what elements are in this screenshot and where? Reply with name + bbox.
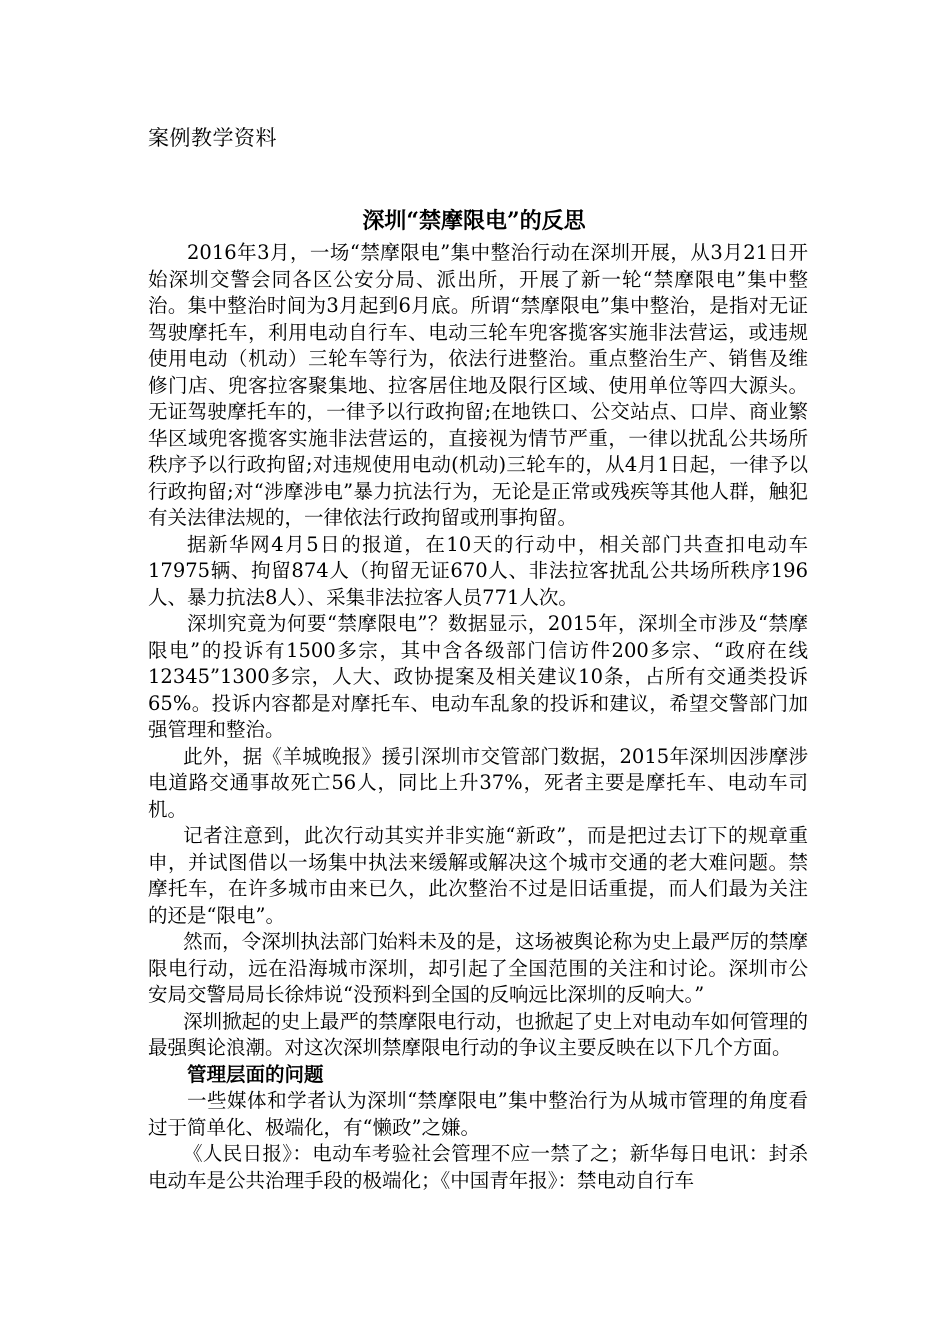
paragraph-media-quotes: 《人民日报》：电动车考验社会管理不应一禁了之；新华每日电讯：封杀电动车是公共治理手段的极端化；《中国青年报》：禁电动自行车 [148, 1142, 808, 1192]
paragraph-reporter-note: 记者注意到，此次行动其实并非实施“新政”，而是把过去订下的规章重申，并试图借以一场集中执法来缓解或解决这个城市交通的老大难问题。禁摩托车，在许多城市由来已久，此次整治不过是旧话重提，而人们最为关注的还是“限电”。 [148, 824, 808, 927]
document-header-label: 案例教学资料 [148, 126, 277, 150]
paragraph-accident-data: 此外，据《羊城晚报》援引深圳市交管部门数据，2015年深圳因涉摩涉电道路交通事故死亡56人，同比上升37%，死者主要是摩托车、电动车司机。 [148, 744, 808, 821]
paragraph-complaint-data: 深圳究竟为何要“禁摩限电”？数据显示，2015年，深圳全市涉及“禁摩限电”的投诉有1500多宗，其中含各级部门信访件200多宗、“政府在线12345”1300多宗，人大、政协提案及相关建议10条，占所有交通类投诉65%。投诉内容都是对摩托车、电动车乱象的投诉和建议，希望交警部门加强管理和整治。 [148, 612, 808, 741]
paragraph-intro: 2016年3月，一场“禁摩限电”集中整治行动在深圳开展，从3月21日开始深圳交警会同各区公安分局、派出所，开展了新一轮“禁摩限电”集中整治。集中整治时间为3月起到6月底。所谓“禁摩限电”集中整治，是指对无证驾驶摩托车，利用电动自行车、电动三轮车兜客揽客实施非法营运，或违规使用电动（机动）三轮车等行为，依法行进整治。重点整治生产、销售及维修门店、兜客拉客聚集地、拉客居住地及限行区域、使用单位等四大源头。无证驾驶摩托车的，一律予以行政拘留;在地铁口、公交站点、口岸、商业繁华区域兜客揽客实施非法营运的，直接视为情节严重，一律以扰乱公共场所秩序予以行政拘留;对违规使用电动(机动)三轮车的，从4月1日起，一律予以行政拘留;对“涉摩涉电”暴力抗法行为，无论是正常或残疾等其他人群，触犯有关法律法规的，一律依法行政拘留或刑事拘留。 [148, 241, 808, 529]
paragraph-xinhua-report: 据新华网4月5日的报道，在10天的行动中，相关部门共查扣电动车17975辆、拘留874人（拘留无证670人、非法拉客扰乱公共场所秩序196人、暴力抗法8人）、采集非法拉客人员771人次。 [148, 532, 808, 609]
document-title: 深圳“禁摩限电”的反思 [362, 208, 586, 234]
paragraph-national-reaction: 然而，令深圳执法部门始料未及的是，这场被舆论称为史上最严厉的禁摩限电行动，远在沿海城市深圳，却引起了全国范围的关注和讨论。深圳市公安局交警局局长徐炜说“没预料到全国的反响远比深圳的反响大。” [148, 930, 808, 1006]
paragraph-media-views: 一些媒体和学者认为深圳“禁摩限电”集中整治行为从城市管理的角度看过于简单化、极端化，有“懒政”之嫌。 [148, 1089, 808, 1139]
paragraph-controversy: 深圳掀起的史上最严的禁摩限电行动，也掀起了史上对电动车如何管理的最强舆论浪潮。对这次深圳禁摩限电行动的争议主要反映在以下几个方面。 [148, 1009, 808, 1059]
section-heading-management: 管理层面的问题 [187, 1062, 324, 1086]
document-body [148, 240, 808, 1194]
